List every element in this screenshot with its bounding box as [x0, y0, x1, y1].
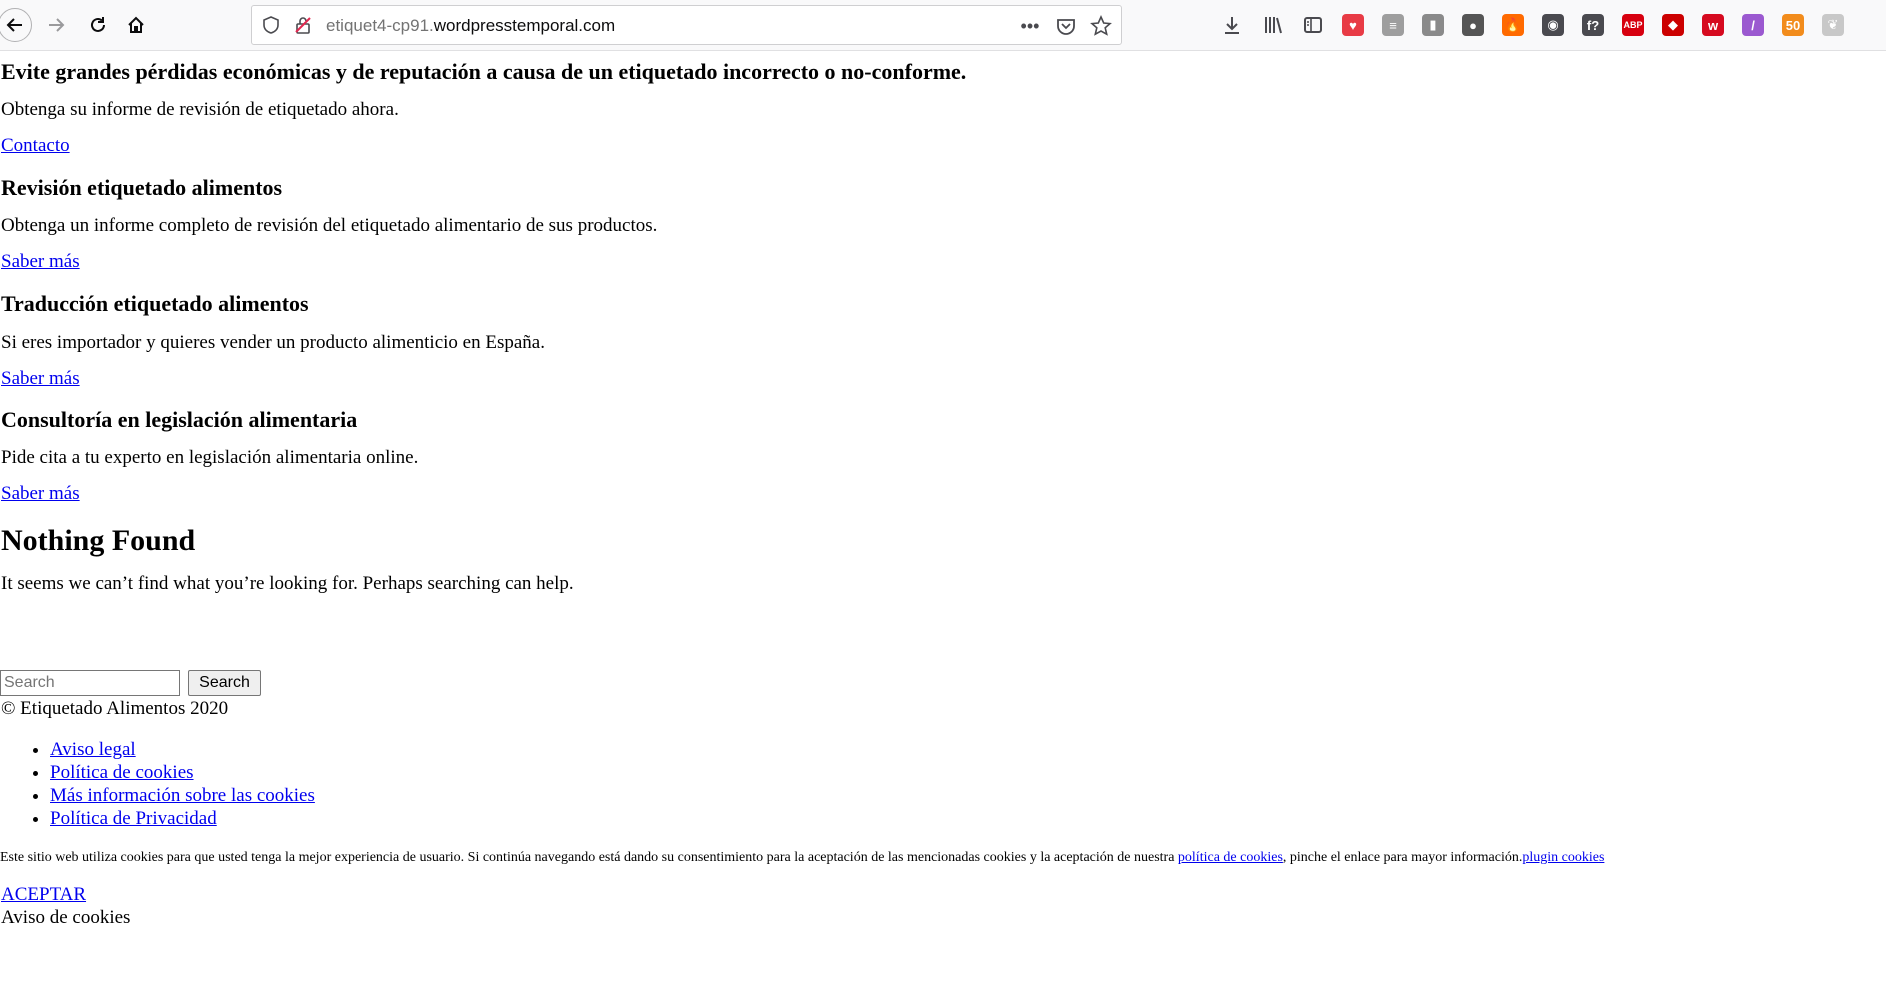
service-link-traduccion[interactable]: Saber más	[1, 368, 80, 389]
footer-link-item	[50, 784, 315, 807]
star-bookmark-icon[interactable]	[1090, 15, 1112, 37]
nothing-found-text: It seems we can’t find what you’re looking for. Perhaps searching can help.	[1, 573, 574, 594]
service-text: Obtenga un informe completo de revisión del etiquetado alimentario de sus productos.	[1, 215, 658, 236]
shield-ext-icon[interactable]: ◆	[1662, 14, 1684, 36]
contact-link[interactable]: Contacto	[1, 135, 70, 156]
accept-cookies-link[interactable]: ACEPTAR	[1, 884, 87, 905]
footer-link-item	[50, 761, 315, 784]
search-input[interactable]	[0, 670, 180, 696]
politica-cookies-link[interactable]: Política de cookies	[50, 762, 194, 783]
cookie-policy-link[interactable]: política de cookies	[1177, 850, 1283, 865]
search-button[interactable]: Search	[188, 670, 261, 696]
footer-link-item	[50, 738, 315, 761]
back-button[interactable]	[0, 8, 32, 42]
plugin-cookies-link[interactable]: plugin cookies	[1522, 850, 1605, 865]
aviso-legal-link[interactable]: Aviso legal	[50, 739, 136, 760]
cookie-text: Este sitio web utiliza cookies para que usted tenga la mejor experiencia de usuario. Si continúa navegando está dando su consentimiento para la aceptación de las mencionadas cookies y la aceptación de nuestra	[0, 850, 1178, 865]
service-title: Consultoría en legislación alimentaria	[1, 407, 358, 432]
service-text: Si eres importador y quieres vender un producto alimenticio en España.	[1, 332, 545, 353]
w-ext-icon[interactable]: w	[1702, 14, 1724, 36]
cookie-notice-text	[0, 850, 1604, 866]
adblock-ext-icon[interactable]: ABP	[1622, 14, 1644, 36]
formula-ext-icon[interactable]: f?	[1582, 14, 1604, 36]
service-title: Traducción etiquetado alimentos	[1, 291, 309, 316]
db-ext-icon[interactable]: ≡	[1382, 14, 1404, 36]
home-button[interactable]	[118, 7, 154, 43]
insecure-lock-icon[interactable]	[294, 16, 312, 34]
hero-text: Obtenga su informe de revisión de etiquetado ahora.	[1, 99, 399, 120]
url-host: wordpresstemporal.com	[433, 16, 616, 35]
pocket-ext-icon[interactable]: ♥	[1342, 14, 1364, 36]
service-link-revision[interactable]: Saber más	[1, 251, 80, 272]
home-icon	[126, 15, 146, 35]
url-text[interactable]	[326, 16, 615, 36]
fire-ext-icon[interactable]: 🔥	[1502, 14, 1524, 36]
arrow-left-icon	[5, 15, 25, 35]
sidebar-icon[interactable]	[1302, 14, 1324, 36]
service-link-consultoria[interactable]: Saber más	[1, 483, 80, 504]
browser-toolbar	[0, 0, 1886, 51]
cookie-notice-title: Aviso de cookies	[1, 907, 131, 928]
footer-link-item	[50, 807, 315, 830]
download-icon[interactable]	[1221, 14, 1243, 36]
reload-button[interactable]	[80, 7, 116, 43]
url-prefix: etiquet4-cp91.	[326, 16, 434, 35]
hero-heading: Evite grandes pérdidas económicas y de reputación a causa de un etiquetado incorrecto o no-conforme.	[1, 59, 967, 84]
reload-icon	[88, 15, 108, 35]
copyright: © Etiquetado Alimentos 2020	[1, 698, 229, 719]
forward-button[interactable]	[38, 7, 74, 43]
library-icon[interactable]	[1262, 14, 1284, 36]
nothing-found-title: Nothing Found	[1, 524, 196, 557]
pen-ext-icon[interactable]: /	[1742, 14, 1764, 36]
footer-links	[24, 738, 315, 830]
cookie-text-after: , pinche el enlace para mayor información.	[1282, 850, 1523, 865]
leaf-ext-icon[interactable]: ❦	[1822, 14, 1844, 36]
mas-info-cookies-link[interactable]: Más información sobre las cookies	[50, 785, 315, 806]
tracking-shield-icon[interactable]	[262, 16, 280, 34]
pocket-icon[interactable]	[1055, 15, 1077, 37]
bookmark-ext-icon[interactable]: ▮	[1422, 14, 1444, 36]
address-bar[interactable]	[251, 5, 1122, 45]
account-ext-icon[interactable]: ◉	[1542, 14, 1564, 36]
service-text: Pide cita a tu experto en legislación alimentaria online.	[1, 447, 419, 468]
page-actions-button[interactable]: •••	[1020, 15, 1040, 36]
number-ext-icon[interactable]: 50	[1782, 14, 1804, 36]
arrow-right-icon	[46, 15, 66, 35]
politica-privacidad-link[interactable]: Política de Privacidad	[50, 808, 217, 829]
dots-ext-icon[interactable]: ●	[1462, 14, 1484, 36]
service-title: Revisión etiquetado alimentos	[1, 175, 283, 200]
